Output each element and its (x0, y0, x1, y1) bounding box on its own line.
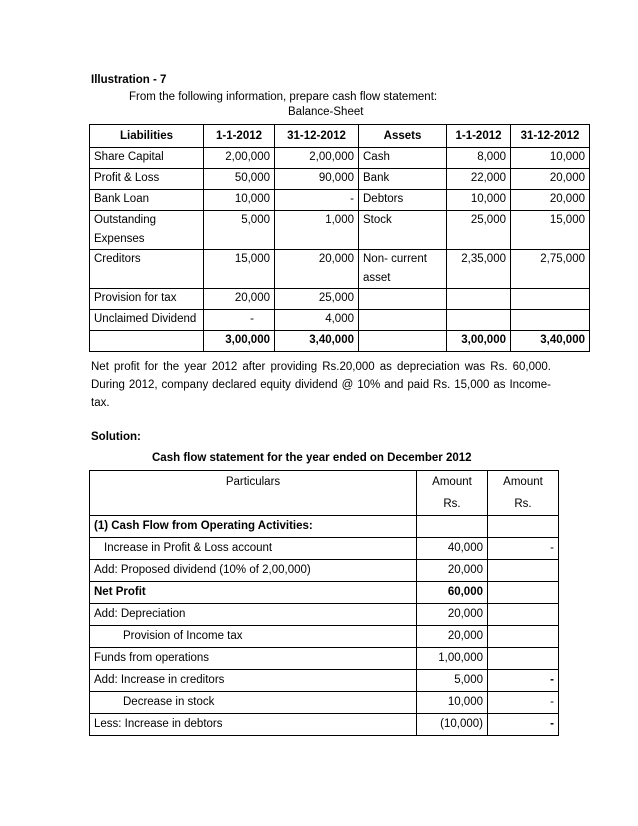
cell-asset (359, 310, 447, 331)
cell-value: 2,35,000 (447, 250, 511, 289)
total-liab-opening: 3,00,000 (204, 331, 275, 352)
cell-particular: Add: Depreciation (90, 604, 417, 626)
cell-value: 10,000 (447, 190, 511, 211)
cell-amount: 1,00,000 (417, 648, 488, 670)
amount-unit: Rs. (514, 498, 532, 510)
table-row (90, 714, 559, 736)
cell-asset (359, 331, 447, 352)
cell-asset (359, 289, 447, 310)
cell-liability: Outstanding Expenses (90, 211, 204, 250)
cell-particular: Add: Proposed dividend (10% of 2,00,000) (90, 560, 417, 582)
cell-amount (488, 516, 559, 538)
cell-liability: Profit & Loss (90, 169, 204, 190)
cell-value: 20,000 (511, 190, 590, 211)
cell-amount: 20,000 (417, 626, 488, 648)
cell-amount: - (488, 670, 559, 692)
cell-amount (488, 648, 559, 670)
header-amount-2 (488, 471, 559, 516)
cell-amount: 40,000 (417, 538, 488, 560)
cell-asset: Non- current asset (359, 250, 447, 289)
cell-particular: Provision of Income tax (90, 626, 417, 648)
cell-value: 15,000 (204, 250, 275, 289)
cell-amount: 20,000 (417, 604, 488, 626)
table-row (90, 148, 590, 169)
table-row (90, 692, 559, 714)
table-row (90, 582, 559, 604)
table-row (90, 670, 559, 692)
cash-flow-header-row (90, 471, 559, 516)
table-row (90, 250, 590, 289)
cell-value: 1,000 (275, 211, 359, 250)
cell-value: 20,000 (275, 250, 359, 289)
cell-value: 25,000 (275, 289, 359, 310)
cell-particular: Less: Increase in debtors (90, 714, 417, 736)
cell-amount (488, 604, 559, 626)
cell-value: - (275, 190, 359, 211)
table-row (90, 211, 590, 250)
cell-value: 8,000 (447, 148, 511, 169)
cell-asset: Stock (359, 211, 447, 250)
cell-particular: Decrease in stock (90, 692, 417, 714)
table-row (90, 190, 590, 211)
cell-amount: 5,000 (417, 670, 488, 692)
total-asset-closing: 3,40,000 (511, 331, 590, 352)
solution-label: Solution: (91, 431, 141, 443)
particulars-label: Particulars (225, 476, 281, 488)
table-row (90, 289, 590, 310)
cell-amount (488, 626, 559, 648)
table-row (90, 604, 559, 626)
cell-liability: Unclaimed Dividend (90, 310, 204, 331)
cell-value: - (204, 310, 275, 331)
cell-liability: Share Capital (90, 148, 204, 169)
balance-sheet-title: Balance-Sheet (288, 106, 364, 118)
cell-liability: Bank Loan (90, 190, 204, 211)
cash-flow-table (89, 470, 559, 736)
cell-amount: - (488, 692, 559, 714)
cell-value: 4,000 (275, 310, 359, 331)
cell-asset: Cash (359, 148, 447, 169)
amount-label: Amount (432, 476, 472, 488)
cell-particular: Net Profit (90, 582, 417, 604)
cell-value (511, 310, 590, 331)
cell-amount: 10,000 (417, 692, 488, 714)
instruction-text: From the following information, prepare cash flow statement: (129, 91, 438, 103)
cell-value: 2,00,000 (275, 148, 359, 169)
total-row (90, 331, 590, 352)
header-liab-opening: 1-1-2012 (204, 125, 275, 148)
header-assets: Assets (359, 125, 447, 148)
cell-amount (417, 516, 488, 538)
header-amount-1 (417, 471, 488, 516)
table-row (90, 648, 559, 670)
cell-value: 20,000 (204, 289, 275, 310)
total-asset-opening: 3,00,000 (447, 331, 511, 352)
cell-particular: Funds from operations (90, 648, 417, 670)
cell-value: 5,000 (204, 211, 275, 250)
table-row (90, 560, 559, 582)
header-liab-closing: 31-12-2012 (275, 125, 359, 148)
cell-value: 22,000 (447, 169, 511, 190)
balance-sheet-header-row (90, 125, 590, 148)
cell-amount: - (488, 538, 559, 560)
cell-value: 20,000 (511, 169, 590, 190)
cell-amount (488, 560, 559, 582)
section-heading-row (90, 516, 559, 538)
cell-particular: Add: Increase in creditors (90, 670, 417, 692)
cell-value (447, 289, 511, 310)
total-liab-closing: 3,40,000 (275, 331, 359, 352)
cell-amount (488, 582, 559, 604)
cell-amount: 60,000 (417, 582, 488, 604)
cell-value (511, 289, 590, 310)
cell-liability: Creditors (90, 250, 204, 289)
table-row (90, 538, 559, 560)
header-liabilities: Liabilities (90, 125, 204, 148)
amount-label: Amount (503, 476, 543, 488)
cell-value: 50,000 (204, 169, 275, 190)
cell-value: 25,000 (447, 211, 511, 250)
cell-value (447, 310, 511, 331)
cell-value: 15,000 (511, 211, 590, 250)
balance-sheet-table (89, 124, 590, 352)
problem-note: Net profit for the year 2012 after providing Rs.20,000 as depreciation was Rs. 60,000. During 2012, company declared equity dividend @ 10% and paid Rs. 15,000 as Income-tax. (91, 361, 551, 409)
header-particulars (90, 471, 417, 516)
cell-amount: 20,000 (417, 560, 488, 582)
header-asset-opening: 1-1-2012 (447, 125, 511, 148)
cell-asset: Bank (359, 169, 447, 190)
statement-title: Cash flow statement for the year ended on December 2012 (152, 452, 472, 464)
cell-value: 90,000 (275, 169, 359, 190)
amount-unit: Rs. (443, 498, 461, 510)
table-row (90, 169, 590, 190)
cell-amount: - (488, 714, 559, 736)
cell-value: 2,75,000 (511, 250, 590, 289)
header-asset-closing: 31-12-2012 (511, 125, 590, 148)
cell-amount: (10,000) (417, 714, 488, 736)
cell-value: 10,000 (511, 148, 590, 169)
cell-value: 2,00,000 (204, 148, 275, 169)
cell-liability: Provision for tax (90, 289, 204, 310)
illustration-label: Illustration - 7 (91, 74, 167, 86)
cell-particular: Increase in Profit & Loss account (90, 538, 417, 560)
cell-value: 10,000 (204, 190, 275, 211)
table-row (90, 310, 590, 331)
table-row (90, 626, 559, 648)
cell-asset: Debtors (359, 190, 447, 211)
cell-particular: (1) Cash Flow from Operating Activities: (90, 516, 417, 538)
cell-liability (90, 331, 204, 352)
